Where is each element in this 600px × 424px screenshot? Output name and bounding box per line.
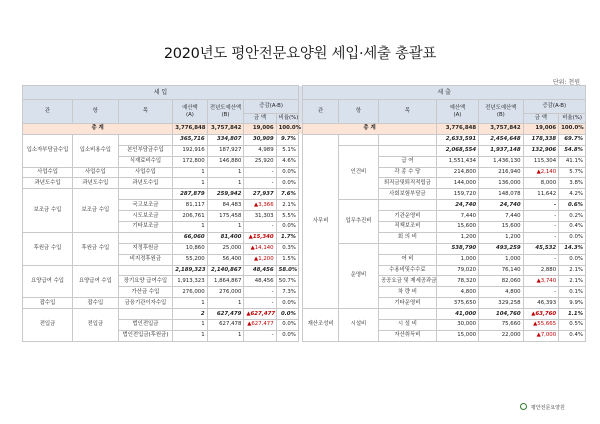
spacer-cell (298, 265, 302, 276)
col-hang-exp: 항 (338, 100, 378, 124)
spacer-cell (298, 189, 302, 200)
rev-diff-cell: ▲3,366 (244, 200, 276, 211)
rev-prev-cell: 627,478 (207, 320, 244, 331)
spacer-cell (298, 167, 302, 178)
rev-prev-cell: 81,400 (207, 232, 244, 243)
col-diff-exp: 증감(A-B) (523, 100, 585, 114)
rev-hang-cell: 요양급여 수입 (73, 265, 119, 298)
col-gwan-exp: 관 (303, 100, 339, 124)
exp-diff-cell: - (523, 232, 559, 243)
rev-hang-cell: 잡수입 (73, 298, 119, 309)
rev-mok-cell: 법인전입금 (118, 320, 173, 331)
rev-prev-cell: 627,479 (207, 309, 244, 320)
rev-diff-cell: 48,456 (244, 276, 276, 287)
exp-diff-cell: - (523, 200, 559, 211)
exp-mok-cell (378, 200, 436, 211)
rev-budget-cell: 66,060 (173, 232, 207, 243)
exp-budget-cell: 538,790 (436, 243, 478, 254)
rev-diff-cell: 31,303 (244, 211, 276, 222)
exp-budget-cell: 30,000 (436, 320, 478, 331)
exp-prev-cell: 1,200 (479, 232, 524, 243)
rev-budget-cell: 192,916 (173, 145, 207, 156)
rev-mok-cell: 시도보조금 (118, 211, 173, 222)
exp-mok-cell (378, 309, 436, 320)
rev-prev-cell: 84,483 (207, 200, 244, 211)
exp-budget-cell: 159,720 (436, 189, 478, 200)
exp-diff-cell: 8,000 (523, 178, 559, 189)
total-exp-ratio: 100.0% (559, 124, 586, 135)
exp-prev-cell: 493,259 (479, 243, 524, 254)
exp-mok-cell: 퇴직금및퇴직적립금 (378, 178, 436, 189)
exp-budget-cell: 2,633,591 (436, 134, 478, 145)
rev-ratio-cell: 58.0% (276, 265, 298, 276)
rev-hang-cell: 전입금 (73, 309, 119, 342)
rev-prev-cell: 334,807 (207, 134, 244, 145)
spacer-cell (298, 330, 302, 341)
exp-ratio-cell: 2.1% (559, 276, 586, 287)
rev-budget-cell: 1 (173, 298, 207, 309)
spacer-cell (298, 145, 302, 156)
exp-mok-cell: 차 량 비 (378, 287, 436, 298)
exp-budget-cell: 1,200 (436, 232, 478, 243)
total-label: 총 계 (23, 124, 173, 135)
exp-budget-cell: 78,320 (436, 276, 478, 287)
exp-budget-cell: 15,000 (436, 330, 478, 341)
exp-budget-cell: 24,740 (436, 200, 478, 211)
exp-diff-cell: - (523, 211, 559, 222)
spacer-cell (298, 320, 302, 331)
spacer-cell (298, 298, 302, 309)
spacer-cell (298, 232, 302, 243)
exp-diff-cell: ▲3,740 (523, 276, 559, 287)
exp-prev-cell: 329,258 (479, 298, 524, 309)
rev-budget-cell: 1 (173, 222, 207, 233)
exp-ratio-cell: 0.6% (559, 200, 586, 211)
rev-diff-cell: 48,456 (244, 265, 276, 276)
rev-diff-cell: - (244, 287, 276, 298)
exp-diff-cell: ▲55,665 (523, 320, 559, 331)
rev-ratio-cell: 4.6% (276, 156, 298, 167)
table-row (23, 134, 586, 145)
rev-budget-cell: 206,761 (173, 211, 207, 222)
rev-ratio-cell: 0.3% (276, 243, 298, 254)
col-ratio-exp: 비율(%) (559, 114, 586, 124)
exp-prev-cell: 4,800 (479, 287, 524, 298)
rev-prev-cell: 25,000 (207, 243, 244, 254)
rev-budget-cell: 276,000 (173, 287, 207, 298)
exp-prev-cell: 136,000 (479, 178, 524, 189)
rev-ratio-cell: 0.0% (276, 178, 298, 189)
rev-prev-cell: 276,000 (207, 287, 244, 298)
rev-gwan-cell: 입소자부담금수입 (23, 134, 73, 167)
rev-budget-cell: 10,860 (173, 243, 207, 254)
rev-prev-cell: 56,400 (207, 254, 244, 265)
rev-ratio-cell: 50.7% (276, 276, 298, 287)
col-gwan: 관 (23, 100, 73, 124)
exp-ratio-cell: 54.8% (559, 145, 586, 156)
exp-prev-cell: 22,000 (479, 330, 524, 341)
rev-mok-cell: 사업수입 (118, 167, 173, 178)
rev-ratio-cell: 7.3% (276, 287, 298, 298)
rev-prev-cell: 1 (207, 330, 244, 341)
rev-mok-cell (118, 265, 173, 276)
rev-budget-cell: 1 (173, 330, 207, 341)
exp-budget-cell: 79,020 (436, 265, 478, 276)
spacer-cell (298, 178, 302, 189)
exp-ratio-cell: 5.7% (559, 167, 586, 178)
total-rev-diff: 19,006 (244, 124, 276, 135)
exp-ratio-cell: 0.4% (559, 222, 586, 233)
exp-mok-cell: 기타운영비 (378, 298, 436, 309)
rev-prev-cell: 146,880 (207, 156, 244, 167)
col-budget-exp: 예산액 (A) (436, 100, 478, 124)
rev-hang-cell: 사업수입 (73, 167, 119, 178)
rev-ratio-cell: 9.7% (276, 134, 298, 145)
exp-prev-cell: 216,940 (479, 167, 524, 178)
exp-hang-cell: 운영비 (338, 243, 378, 308)
total-rev-prev: 3,757,842 (207, 124, 244, 135)
exp-hang-cell: 시설비 (338, 309, 378, 342)
rev-budget-cell: 2,189,323 (173, 265, 207, 276)
col-ratio: 비율(%) (276, 114, 298, 124)
rev-diff-cell: ▲627,477 (244, 309, 276, 320)
rev-mok-cell: 가산금 수입 (118, 287, 173, 298)
exp-gwan-cell: 사무비 (303, 134, 339, 308)
exp-mok-cell: 시 설 비 (378, 320, 436, 331)
exp-budget-cell: 15,600 (436, 222, 478, 233)
rev-diff-cell: 4,989 (244, 145, 276, 156)
rev-diff-cell: ▲15,340 (244, 232, 276, 243)
col-hang: 항 (73, 100, 119, 124)
exp-ratio-cell: 1.1% (559, 309, 586, 320)
rev-budget-cell: 81,117 (173, 200, 207, 211)
rev-diff-cell: - (244, 178, 276, 189)
exp-diff-cell: ▲7,000 (523, 330, 559, 341)
rev-ratio-cell: 7.6% (276, 189, 298, 200)
rev-budget-cell: 55,200 (173, 254, 207, 265)
rev-budget-cell: 2 (173, 309, 207, 320)
exp-prev-cell: 75,660 (479, 320, 524, 331)
spacer-cell (298, 276, 302, 287)
rev-diff-cell: ▲14,140 (244, 243, 276, 254)
rev-ratio-cell: 1.5% (276, 254, 298, 265)
rev-gwan-cell: 잡수입 (23, 298, 73, 309)
exp-hang-cell: 업무추진비 (338, 200, 378, 244)
rev-ratio-cell: 5.5% (276, 211, 298, 222)
exp-ratio-cell: 0.2% (559, 211, 586, 222)
rev-ratio-cell: 2.1% (276, 200, 298, 211)
rev-prev-cell: 1 (207, 178, 244, 189)
exp-mok-cell: 급 여 (378, 156, 436, 167)
total-exp-prev: 3,757,842 (479, 124, 524, 135)
rev-ratio-cell: 0.0% (276, 330, 298, 341)
exp-diff-cell: ▲2,140 (523, 167, 559, 178)
total-exp-budget: 3,776,848 (436, 124, 478, 135)
exp-prev-cell: 7,440 (479, 211, 524, 222)
exp-prev-cell: 76,140 (479, 265, 524, 276)
rev-gwan-cell: 사업수입 (23, 167, 73, 178)
rev-prev-cell: 2,140,867 (207, 265, 244, 276)
exp-mok-cell: 자산취득비 (378, 330, 436, 341)
rev-mok-cell: 비지정후원금 (118, 254, 173, 265)
rev-mok-cell (118, 134, 173, 145)
rev-budget-cell: 172,800 (173, 156, 207, 167)
exp-ratio-cell: 0.5% (559, 320, 586, 331)
table-row (23, 309, 586, 320)
exp-prev-cell: 1,937,148 (479, 145, 524, 156)
exp-mok-cell: 여 비 (378, 254, 436, 265)
rev-mok-cell: 금융기관이자수입 (118, 298, 173, 309)
page-title: 2020년도 평안전문요양원 세입·세출 총괄표 (163, 46, 437, 62)
exp-ratio-cell: 69.7% (559, 134, 586, 145)
exp-mok-cell: 기관운영비 (378, 211, 436, 222)
exp-mok-cell: 회 의 비 (378, 232, 436, 243)
rev-mok-cell: 식재료비수입 (118, 156, 173, 167)
exp-ratio-cell: 0.0% (559, 232, 586, 243)
exp-hang-cell (338, 134, 378, 145)
col-mok: 목 (118, 100, 173, 124)
rev-hang-cell: 입소비용수입 (73, 134, 119, 167)
rev-ratio-cell: 0.0% (276, 222, 298, 233)
exp-diff-cell: - (523, 254, 559, 265)
rev-gwan-cell: 요양급여 수입 (23, 265, 73, 298)
exp-diff-cell: 132,906 (523, 145, 559, 156)
expenditure-section-header: 세 출 (303, 86, 586, 100)
rev-gwan-cell: 후원금 수입 (23, 232, 73, 265)
spacer-cell (298, 287, 302, 298)
rev-diff-cell: ▲627,477 (244, 320, 276, 331)
exp-ratio-cell: 0.0% (559, 254, 586, 265)
rev-ratio-cell: 0.0% (276, 298, 298, 309)
spacer-cell (298, 243, 302, 254)
rev-mok-cell: 장기요양 급여수입 (118, 276, 173, 287)
col-mok-exp: 목 (378, 100, 436, 124)
rev-hang-cell: 과년도수입 (73, 178, 119, 189)
exp-mok-cell (378, 145, 436, 156)
rev-diff-cell: - (244, 330, 276, 341)
exp-budget-cell: 4,800 (436, 287, 478, 298)
rev-mok-cell: 국고보조금 (118, 200, 173, 211)
rev-diff-cell: 30,909 (244, 134, 276, 145)
exp-prev-cell: 148,078 (479, 189, 524, 200)
total-rev-ratio: 100.0% (276, 124, 298, 135)
exp-budget-cell: 41,000 (436, 309, 478, 320)
rev-mok-cell: 본인부담금수입 (118, 145, 173, 156)
rev-gwan-cell: 전입금 (23, 309, 73, 342)
exp-prev-cell: 1,436,130 (479, 156, 524, 167)
exp-ratio-cell: 3.8% (559, 178, 586, 189)
table-body (23, 134, 586, 341)
rev-ratio-cell: 0.0% (276, 320, 298, 331)
exp-diff-cell: - (523, 287, 559, 298)
rev-diff-cell: 25,920 (244, 156, 276, 167)
exp-diff-cell: - (523, 222, 559, 233)
col-budget: 예산액 (A) (173, 100, 207, 124)
rev-prev-cell: 175,458 (207, 211, 244, 222)
rev-mok-cell: 법인전입금(후원금) (118, 330, 173, 341)
spacer-cell (298, 156, 302, 167)
exp-ratio-cell: 4.2% (559, 189, 586, 200)
rev-mok-cell: 지정후원금 (118, 243, 173, 254)
rev-diff-cell: - (244, 222, 276, 233)
col-amount: 금 액 (244, 114, 276, 124)
rev-prev-cell: 1 (207, 167, 244, 178)
budget-summary-table (22, 85, 586, 342)
exp-ratio-cell: 41.1% (559, 156, 586, 167)
rev-hang-cell: 후원금 수입 (73, 232, 119, 265)
spacer-cell (298, 222, 302, 233)
rev-budget-cell: 365,716 (173, 134, 207, 145)
rev-prev-cell: 259,942 (207, 189, 244, 200)
col-prev-exp: 전년도예산액 (B) (479, 100, 524, 124)
exp-ratio-cell: 0.4% (559, 330, 586, 341)
total-exp-diff: 19,006 (523, 124, 559, 135)
exp-budget-cell: 1,000 (436, 254, 478, 265)
revenue-section-header: 세 입 (23, 86, 299, 100)
rev-ratio-cell: 5.1% (276, 145, 298, 156)
rev-budget-cell: 1,913,323 (173, 276, 207, 287)
exp-budget-cell: 7,440 (436, 211, 478, 222)
rev-diff-cell: - (244, 298, 276, 309)
rev-gwan-cell: 과년도수입 (23, 178, 73, 189)
rev-mok-cell (118, 232, 173, 243)
col-prev: 전년도예산액 (B) (207, 100, 244, 124)
exp-budget-cell: 375,650 (436, 298, 478, 309)
exp-prev-cell: 104,760 (479, 309, 524, 320)
exp-prev-cell: 1,000 (479, 254, 524, 265)
exp-prev-cell: 15,600 (479, 222, 524, 233)
exp-mok-cell (378, 243, 436, 254)
rev-gwan-cell: 보조금 수입 (23, 189, 73, 233)
exp-diff-cell: 11,642 (523, 189, 559, 200)
exp-budget-cell: 2,068,554 (436, 145, 478, 156)
rev-prev-cell: 187,927 (207, 145, 244, 156)
exp-diff-cell: 2,880 (523, 265, 559, 276)
exp-ratio-cell: 14.3% (559, 243, 586, 254)
rev-ratio-cell: 1.7% (276, 232, 298, 243)
exp-prev-cell: 24,740 (479, 200, 524, 211)
rev-mok-cell (118, 309, 173, 320)
spacer-cell (298, 211, 302, 222)
rev-mok-cell: 과년도수입 (118, 178, 173, 189)
rev-budget-cell: 287,879 (173, 189, 207, 200)
rev-hang-cell: 보조금 수입 (73, 189, 119, 233)
exp-mok-cell: 각 종 수 당 (378, 167, 436, 178)
rev-budget-cell: 1 (173, 167, 207, 178)
total-label-exp: 총 계 (303, 124, 436, 135)
exp-prev-cell: 2,454,648 (479, 134, 524, 145)
spacer-cell (298, 254, 302, 265)
rev-prev-cell: 1,864,867 (207, 276, 244, 287)
exp-gwan-cell: 재산조성비 (303, 309, 339, 342)
rev-ratio-cell: 0.0% (276, 309, 298, 320)
exp-diff-cell: 46,393 (523, 298, 559, 309)
exp-ratio-cell: 9.9% (559, 298, 586, 309)
exp-diff-cell: 45,532 (523, 243, 559, 254)
exp-diff-cell: 115,304 (523, 156, 559, 167)
spacer-cell (298, 200, 302, 211)
unit-label: 단위: 천원 (552, 79, 580, 86)
rev-diff-cell: - (244, 167, 276, 178)
rev-diff-cell: 27,937 (244, 189, 276, 200)
total-rev-budget: 3,776,848 (173, 124, 207, 135)
exp-ratio-cell: 0.1% (559, 287, 586, 298)
exp-mok-cell: 수용비및수수료 (378, 265, 436, 276)
rev-ratio-cell: 0.0% (276, 167, 298, 178)
exp-budget-cell: 1,551,434 (436, 156, 478, 167)
exp-mok-cell: 직책보조비 (378, 222, 436, 233)
rev-budget-cell: 1 (173, 320, 207, 331)
exp-prev-cell: 82,060 (479, 276, 524, 287)
exp-mok-cell: 공공요금 및 제세공과금 (378, 276, 436, 287)
exp-ratio-cell: 2.1% (559, 265, 586, 276)
rev-prev-cell: 1 (207, 298, 244, 309)
rev-prev-cell: 1 (207, 222, 244, 233)
exp-diff-cell: 178,338 (523, 134, 559, 145)
rev-budget-cell: 1 (173, 178, 207, 189)
exp-budget-cell: 144,000 (436, 178, 478, 189)
exp-mok-cell: 사회보험부담금 (378, 189, 436, 200)
seal-text: 평안전문요양원 (531, 405, 565, 411)
exp-budget-cell: 214,800 (436, 167, 478, 178)
exp-hang-cell: 인건비 (338, 145, 378, 199)
rev-diff-cell: ▲1,200 (244, 254, 276, 265)
seal-logo-icon (520, 403, 527, 410)
col-amount-exp: 금 액 (523, 114, 559, 124)
col-diff: 증감(A-B) (244, 100, 299, 114)
rev-mok-cell (118, 189, 173, 200)
rev-mok-cell: 기타보조금 (118, 222, 173, 233)
exp-diff-cell: ▲63,760 (523, 309, 559, 320)
exp-mok-cell (378, 134, 436, 145)
